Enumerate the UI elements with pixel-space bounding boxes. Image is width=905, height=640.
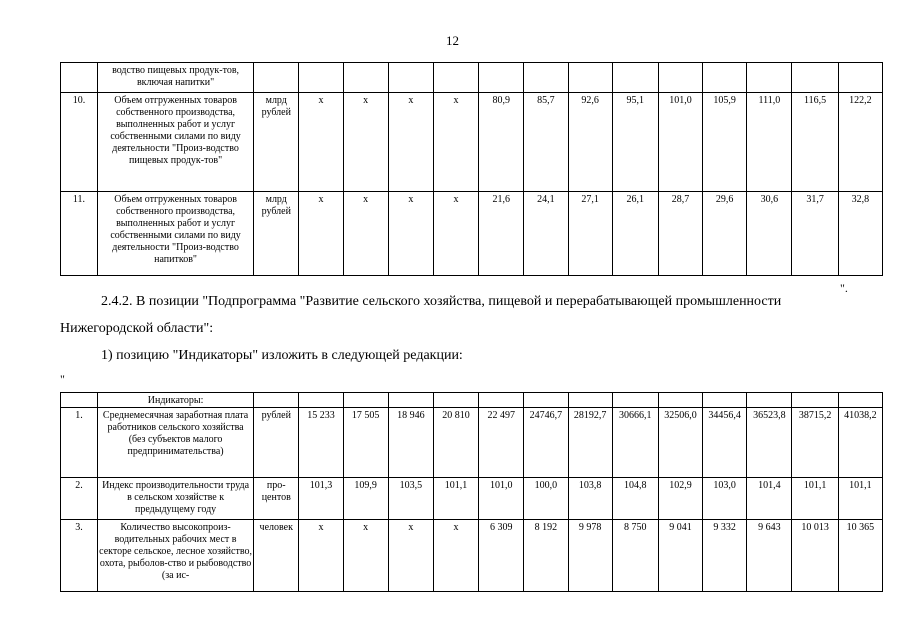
value-cell	[299, 63, 343, 93]
value-cell: 36523,8	[747, 408, 792, 478]
value-cell: 103,5	[388, 478, 433, 520]
header-empty-cell	[254, 393, 299, 408]
table-row	[61, 63, 883, 93]
value-cell	[658, 63, 702, 93]
indicators-heading: Индикаторы:	[97, 393, 253, 408]
value-cell: 32,8	[838, 192, 882, 276]
value-cell: 101,0	[479, 478, 524, 520]
paragraph-2-4-2-line1: 2.4.2. В позиции "Подпрограмма "Развитие сельского хозяйства, пищевой и перерабатывающей промышленности	[101, 294, 782, 309]
value-cell: 8 192	[524, 520, 568, 592]
unit-cell	[254, 63, 299, 93]
value-cell: 116,5	[792, 93, 838, 192]
value-cell: х	[433, 93, 478, 192]
value-cell: х	[388, 93, 433, 192]
value-cell	[343, 63, 388, 93]
opening-quote: "	[60, 372, 65, 386]
value-cell: 6 309	[479, 520, 524, 592]
value-cell: 80,9	[479, 93, 524, 192]
value-cell	[612, 63, 658, 93]
value-cell: 104,8	[612, 478, 658, 520]
value-cell: 85,7	[524, 93, 568, 192]
value-cell: 30,6	[747, 192, 792, 276]
value-cell: 103,0	[703, 478, 747, 520]
table-row	[61, 192, 883, 276]
value-cell: х	[299, 192, 343, 276]
value-cell: 10 365	[838, 520, 882, 592]
value-cell: 24,1	[524, 192, 568, 276]
value-cell: 27,1	[568, 192, 612, 276]
value-cell: 9 643	[747, 520, 792, 592]
unit-cell: млрд рублей	[254, 93, 299, 192]
value-cell: х	[343, 192, 388, 276]
indicators-table-continued	[60, 62, 883, 276]
value-cell	[568, 63, 612, 93]
indicator-name: водство пищевых продук-тов, включая напитки"	[97, 63, 253, 93]
value-cell: 20 810	[433, 408, 478, 478]
value-cell: 111,0	[747, 93, 792, 192]
value-cell: 17 505	[343, 408, 388, 478]
value-cell: 34456,4	[703, 408, 747, 478]
value-cell: 22 497	[479, 408, 524, 478]
paragraph-2-4-2-line2: Нижегородской области":	[60, 321, 214, 336]
value-cell: 100,0	[524, 478, 568, 520]
value-cell	[747, 63, 792, 93]
unit-cell: млрд рублей	[254, 192, 299, 276]
value-cell	[703, 63, 747, 93]
indicator-name: Объем отгруженных товаров собственного производства, выполненных работ и услуг собственными силами по виду деятельности "Произ-водство напитков"	[97, 192, 253, 276]
table-row	[61, 520, 883, 592]
table-header-row	[61, 393, 883, 408]
value-cell: 31,7	[792, 192, 838, 276]
header-empty-cell	[747, 393, 792, 408]
unit-cell: рублей	[254, 408, 299, 478]
value-cell: 101,1	[792, 478, 838, 520]
header-empty-cell	[61, 393, 98, 408]
closing-quote: ".	[840, 281, 848, 295]
header-empty-cell	[792, 393, 838, 408]
indicator-name: Количество высокопроиз-водительных рабочих мест в секторе сельское, лесное хозяйство, охота, рыболов-ство и рыбоводство (за ис-	[97, 520, 253, 592]
value-cell: 28,7	[658, 192, 702, 276]
indicator-name: Среднемесячная заработная плата работников сельского хозяйства (без субъектов малого предпринимательства)	[97, 408, 253, 478]
value-cell: 9 041	[658, 520, 702, 592]
header-empty-cell	[343, 393, 388, 408]
value-cell: 32506,0	[658, 408, 702, 478]
value-cell: 103,8	[568, 478, 612, 520]
page-number: 12	[446, 33, 459, 48]
value-cell: х	[433, 192, 478, 276]
value-cell	[388, 63, 433, 93]
header-empty-cell	[388, 393, 433, 408]
value-cell: 18 946	[388, 408, 433, 478]
value-cell: х	[388, 520, 433, 592]
value-cell: х	[433, 520, 478, 592]
row-number: 1.	[61, 408, 98, 478]
value-cell: 92,6	[568, 93, 612, 192]
value-cell: 15 233	[299, 408, 343, 478]
header-empty-cell	[658, 393, 702, 408]
table-row	[61, 93, 883, 192]
value-cell: х	[299, 93, 343, 192]
row-number: 11.	[61, 192, 98, 276]
value-cell: 30666,1	[612, 408, 658, 478]
value-cell: 101,3	[299, 478, 343, 520]
value-cell: 9 332	[703, 520, 747, 592]
unit-cell: человек	[254, 520, 299, 592]
value-cell: х	[343, 93, 388, 192]
header-empty-cell	[299, 393, 343, 408]
value-cell: 41038,2	[838, 408, 882, 478]
table-row	[61, 408, 883, 478]
header-empty-cell	[433, 393, 478, 408]
value-cell	[792, 63, 838, 93]
value-cell: 109,9	[343, 478, 388, 520]
indicator-name: Объем отгруженных товаров собственного производства, выполненных работ и услуг собственными силами по виду деятельности "Произ-водство пищевых продук-тов"	[97, 93, 253, 192]
table-row	[61, 478, 883, 520]
value-cell: 8 750	[612, 520, 658, 592]
row-number: 3.	[61, 520, 98, 592]
value-cell: 10 013	[792, 520, 838, 592]
header-empty-cell	[612, 393, 658, 408]
header-empty-cell	[479, 393, 524, 408]
value-cell: 101,0	[658, 93, 702, 192]
row-number	[61, 63, 98, 93]
value-cell: 38715,2	[792, 408, 838, 478]
value-cell: 24746,7	[524, 408, 568, 478]
value-cell: 105,9	[703, 93, 747, 192]
value-cell: 101,1	[433, 478, 478, 520]
value-cell: 21,6	[479, 192, 524, 276]
indicator-name: Индекс производительности труда в сельском хозяйстве к предыдущему году	[97, 478, 253, 520]
value-cell	[479, 63, 524, 93]
header-empty-cell	[524, 393, 568, 408]
header-empty-cell	[568, 393, 612, 408]
value-cell	[433, 63, 478, 93]
row-number: 2.	[61, 478, 98, 520]
value-cell: х	[388, 192, 433, 276]
value-cell: 9 978	[568, 520, 612, 592]
header-empty-cell	[838, 393, 882, 408]
row-number: 10.	[61, 93, 98, 192]
indicators-table	[60, 392, 883, 592]
value-cell: 122,2	[838, 93, 882, 192]
value-cell: 29,6	[703, 192, 747, 276]
value-cell: 28192,7	[568, 408, 612, 478]
value-cell: 101,1	[838, 478, 882, 520]
value-cell: х	[299, 520, 343, 592]
value-cell: 26,1	[612, 192, 658, 276]
paragraph-item-1: 1) позицию "Индикаторы" изложить в следующей редакции:	[101, 348, 463, 363]
value-cell	[838, 63, 882, 93]
value-cell: 95,1	[612, 93, 658, 192]
value-cell	[524, 63, 568, 93]
value-cell: 102,9	[658, 478, 702, 520]
header-empty-cell	[703, 393, 747, 408]
value-cell: х	[343, 520, 388, 592]
value-cell: 101,4	[747, 478, 792, 520]
unit-cell: про-центов	[254, 478, 299, 520]
